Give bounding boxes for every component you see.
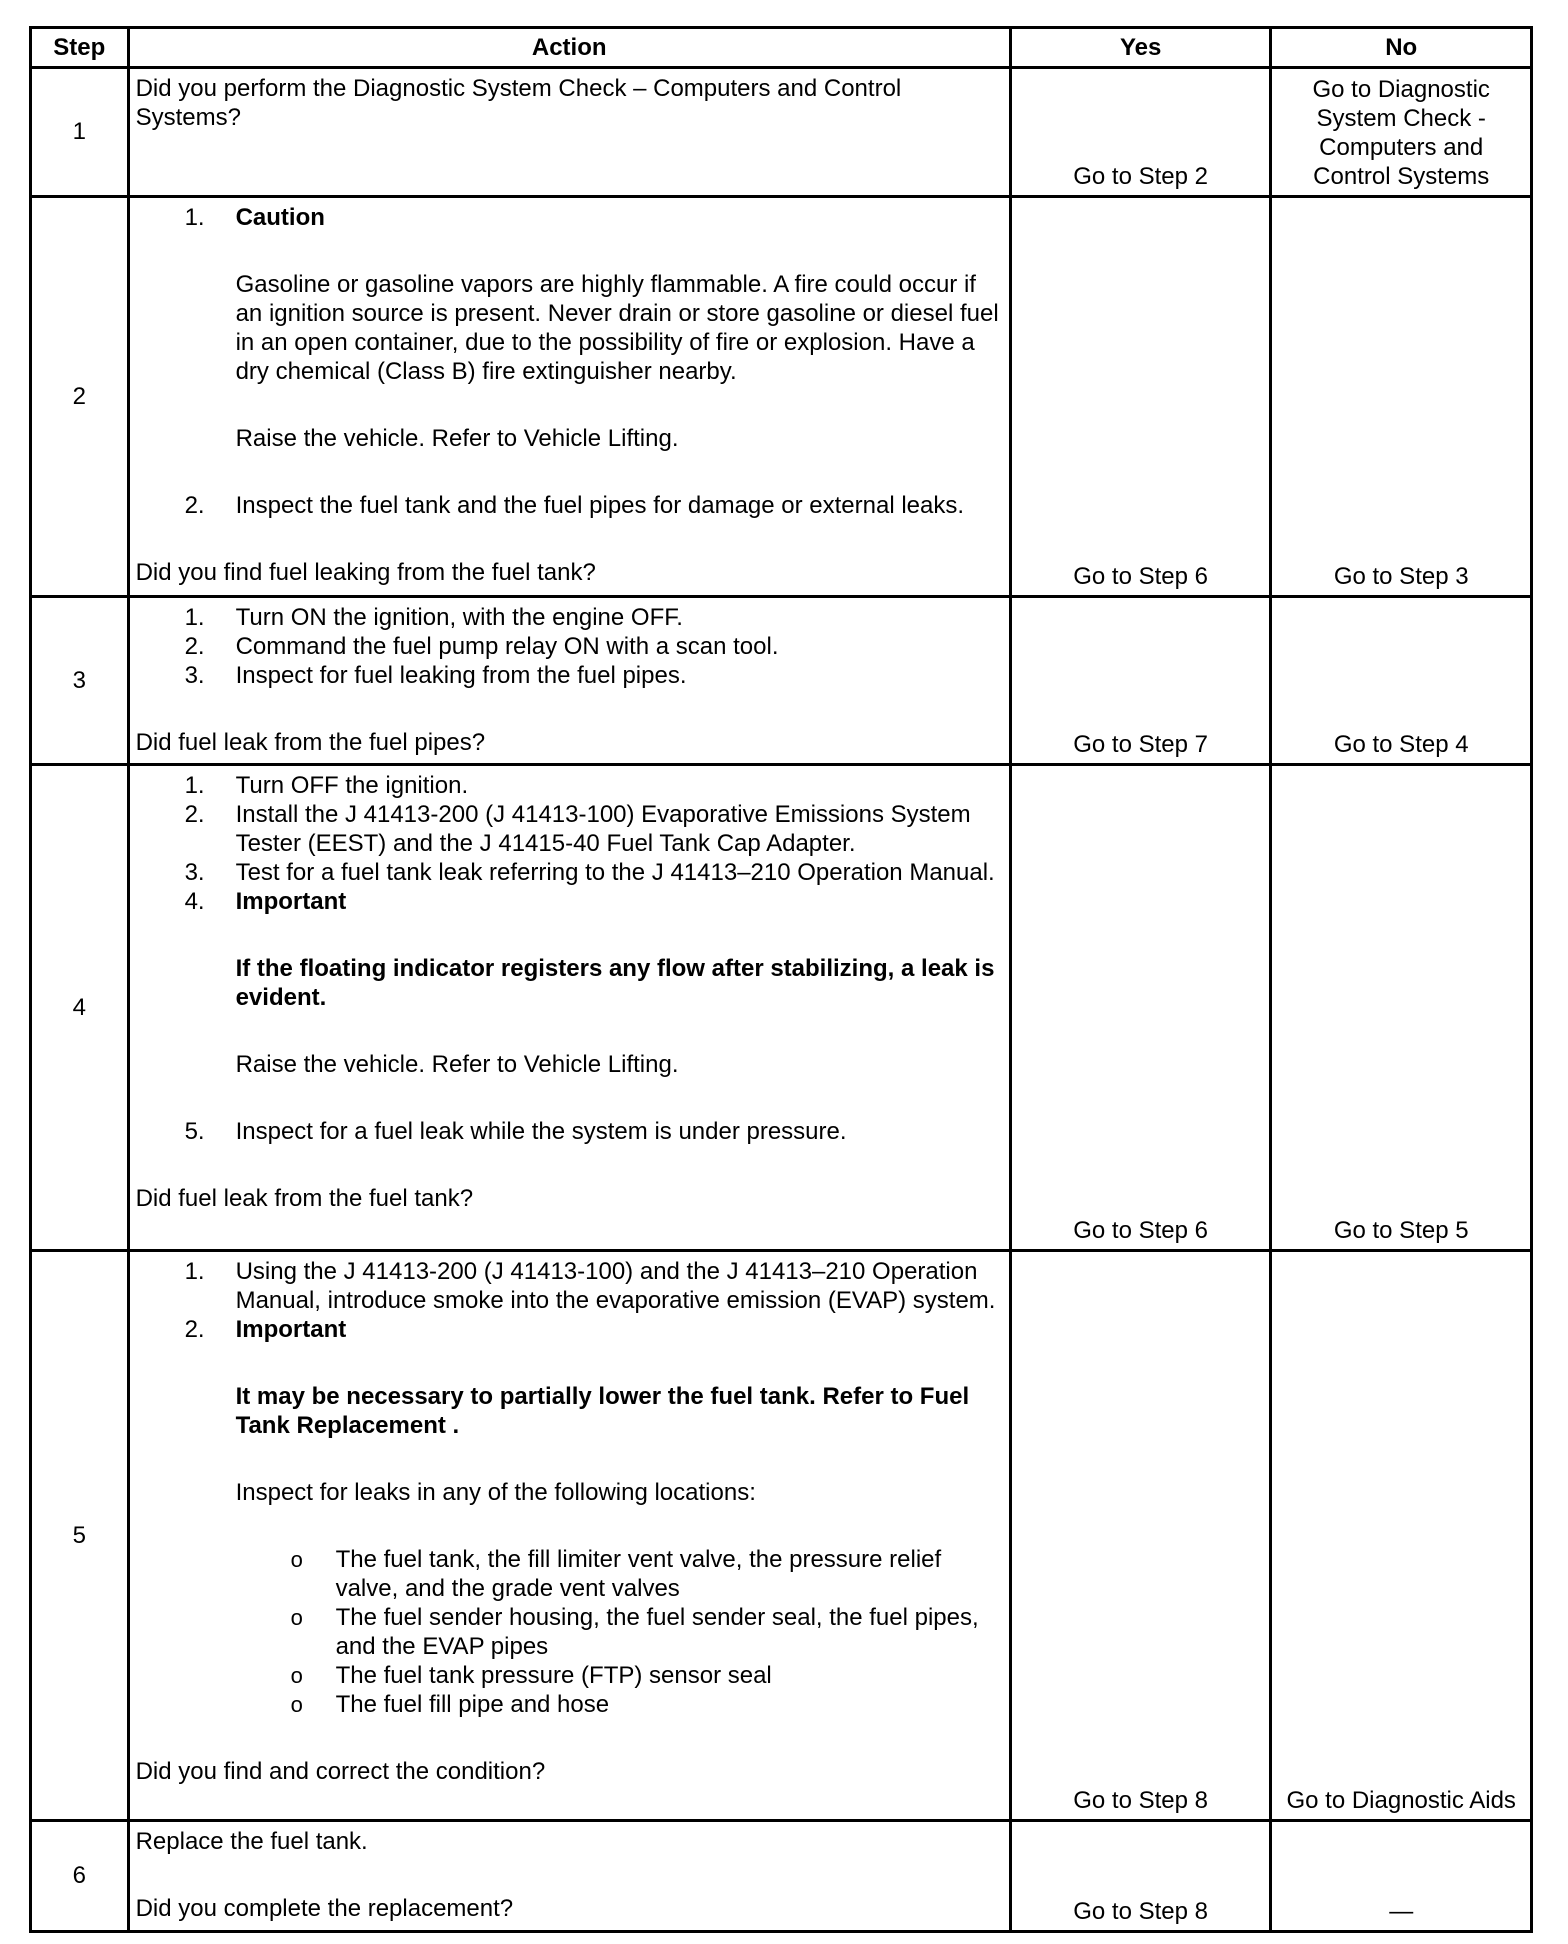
list-item xyxy=(136,491,1003,520)
step-number: 4 xyxy=(31,765,129,1251)
item-text: Install the J 41413-200 (J 41413-100) Evaporative Emissions System Tester (EEST) and the J 41415-40 Fuel Tank Cap Adapter. xyxy=(235,801,971,857)
item-text: Test for a fuel tank leak referring to the J 41413–210 Operation Manual. xyxy=(235,859,995,886)
item-number: 1. xyxy=(184,772,205,799)
step-row-2 xyxy=(31,197,1532,597)
location-text: The fuel fill pipe and hose xyxy=(335,1691,610,1718)
no-cell: Go to Step 5 xyxy=(1271,765,1532,1251)
no-cell: Go to Step 4 xyxy=(1271,597,1532,765)
location-text: The fuel sender housing, the fuel sender seal, the fuel pipes, and the EVAP pipes xyxy=(335,1604,979,1660)
list-item xyxy=(136,603,1003,632)
list-item xyxy=(136,887,1003,1117)
item-text: Turn OFF the ignition. xyxy=(235,772,469,799)
action-list xyxy=(136,1257,1003,1545)
bullet-icon: o xyxy=(290,1663,303,1688)
important-text: If the floating indicator registers any flow after stabilizing, a leak is evident. xyxy=(235,955,995,1011)
step-number: 3 xyxy=(31,597,129,765)
important-title: Important xyxy=(235,888,347,915)
step-row-6 xyxy=(31,1821,1532,1932)
list-item xyxy=(136,1661,1003,1690)
action-list xyxy=(136,603,1003,690)
step-number: 5 xyxy=(31,1251,129,1821)
item-number: 1. xyxy=(184,204,205,231)
action-cell xyxy=(128,597,1010,765)
list-item xyxy=(136,1690,1003,1719)
question-text: Did you find and correct the condition? xyxy=(135,1758,546,1785)
question-text: Did fuel leak from the fuel tank? xyxy=(135,1185,474,1212)
header-no: No xyxy=(1271,28,1532,68)
item-text: Using the J 41413-200 (J 41413-100) and the J 41413–210 Operation Manual, introduce smoke into the evaporative emission (EVAP) system. xyxy=(235,1258,996,1314)
action-text: Did you perform the Diagnostic System Check – Computers and Control Systems? xyxy=(135,75,902,131)
list-item xyxy=(136,1315,1003,1545)
header-action: Action xyxy=(128,28,1010,68)
raise-vehicle-text: Raise the vehicle. Refer to Vehicle Lifting. xyxy=(235,425,679,452)
no-cell: — xyxy=(1271,1821,1532,1932)
item-number: 2. xyxy=(184,492,205,519)
step-number: 2 xyxy=(31,197,129,597)
step-row-3 xyxy=(31,597,1532,765)
item-text: Inspect for fuel leaking from the fuel pipes. xyxy=(235,662,687,689)
caution-text: Gasoline or gasoline vapors are highly flammable. A fire could occur if an ignition source is present. Never drain or store gasoline or diesel fuel in an open container, due to the possibility of fire or explosion. Have a dry chemical (Class B) fire extinguisher nearby. xyxy=(235,271,999,385)
action-text: Replace the fuel tank. xyxy=(135,1828,368,1855)
list-item xyxy=(136,203,1003,491)
action-cell xyxy=(128,1251,1010,1821)
action-list xyxy=(136,771,1003,1146)
important-text: It may be necessary to partially lower the fuel tank. Refer to Fuel Tank Replacement . xyxy=(235,1383,970,1439)
inspect-text: Inspect for leaks in any of the following locations: xyxy=(235,1479,756,1506)
yes-cell: Go to Step 6 xyxy=(1010,197,1271,597)
item-text: Inspect the fuel tank and the fuel pipes for damage or external leaks. xyxy=(235,492,965,519)
bullet-icon: o xyxy=(290,1547,303,1572)
list-item xyxy=(136,858,1003,887)
header-row xyxy=(31,28,1532,68)
item-number: 5. xyxy=(184,1118,205,1145)
header-yes: Yes xyxy=(1010,28,1271,68)
no-cell: Go to Step 3 xyxy=(1271,197,1532,597)
item-number: 2. xyxy=(184,633,205,660)
list-item xyxy=(136,1545,1003,1603)
yes-cell: Go to Step 7 xyxy=(1010,597,1271,765)
step-row-1 xyxy=(31,68,1532,197)
step-number: 6 xyxy=(31,1821,129,1932)
yes-cell: Go to Step 6 xyxy=(1010,765,1271,1251)
item-number: 1. xyxy=(184,1258,205,1285)
location-text: The fuel tank pressure (FTP) sensor seal xyxy=(335,1662,772,1689)
action-list xyxy=(136,203,1003,520)
yes-cell: Go to Step 8 xyxy=(1010,1251,1271,1821)
item-number: 3. xyxy=(184,859,205,886)
list-item xyxy=(136,661,1003,690)
question-text: Did fuel leak from the fuel pipes? xyxy=(135,729,486,756)
question-text: Did you complete the replacement? xyxy=(135,1895,514,1922)
action-cell xyxy=(128,68,1010,197)
step-number: 1 xyxy=(31,68,129,197)
item-text: Inspect for a fuel leak while the system is under pressure. xyxy=(235,1118,847,1145)
list-item xyxy=(136,800,1003,858)
important-title: Important xyxy=(235,1316,347,1343)
list-item xyxy=(136,771,1003,800)
locations-list xyxy=(136,1545,1003,1719)
item-number: 2. xyxy=(184,801,205,828)
yes-cell: Go to Step 8 xyxy=(1010,1821,1271,1932)
bullet-icon: o xyxy=(290,1605,303,1630)
item-text: Command the fuel pump relay ON with a scan tool. xyxy=(235,633,779,660)
item-number: 3. xyxy=(184,662,205,689)
location-text: The fuel tank, the fill limiter vent valve, the pressure relief valve, and the grade vent valves xyxy=(335,1546,942,1602)
action-cell xyxy=(128,1821,1010,1932)
no-cell: Go to Diagnostic Aids xyxy=(1271,1251,1532,1821)
diagnostic-table xyxy=(29,26,1533,1933)
item-number: 4. xyxy=(184,888,205,915)
action-cell xyxy=(128,197,1010,597)
item-number: 1. xyxy=(184,604,205,631)
item-number: 2. xyxy=(184,1316,205,1343)
step-row-4 xyxy=(31,765,1532,1251)
item-text: Turn ON the ignition, with the engine OFF. xyxy=(235,604,683,631)
step-row-5 xyxy=(31,1251,1532,1821)
raise-vehicle-text: Raise the vehicle. Refer to Vehicle Lifting. xyxy=(235,1051,679,1078)
list-item xyxy=(136,1257,1003,1315)
bullet-icon: o xyxy=(290,1692,303,1717)
list-item xyxy=(136,1603,1003,1661)
no-cell: Go to Diagnostic System Check - Computers and Control Systems xyxy=(1271,68,1532,197)
list-item xyxy=(136,632,1003,661)
header-step: Step xyxy=(31,28,129,68)
question-text: Did you find fuel leaking from the fuel tank? xyxy=(135,559,596,586)
list-item xyxy=(136,1117,1003,1146)
caution-title: Caution xyxy=(235,204,325,231)
yes-cell: Go to Step 2 xyxy=(1010,68,1271,197)
action-cell xyxy=(128,765,1010,1251)
